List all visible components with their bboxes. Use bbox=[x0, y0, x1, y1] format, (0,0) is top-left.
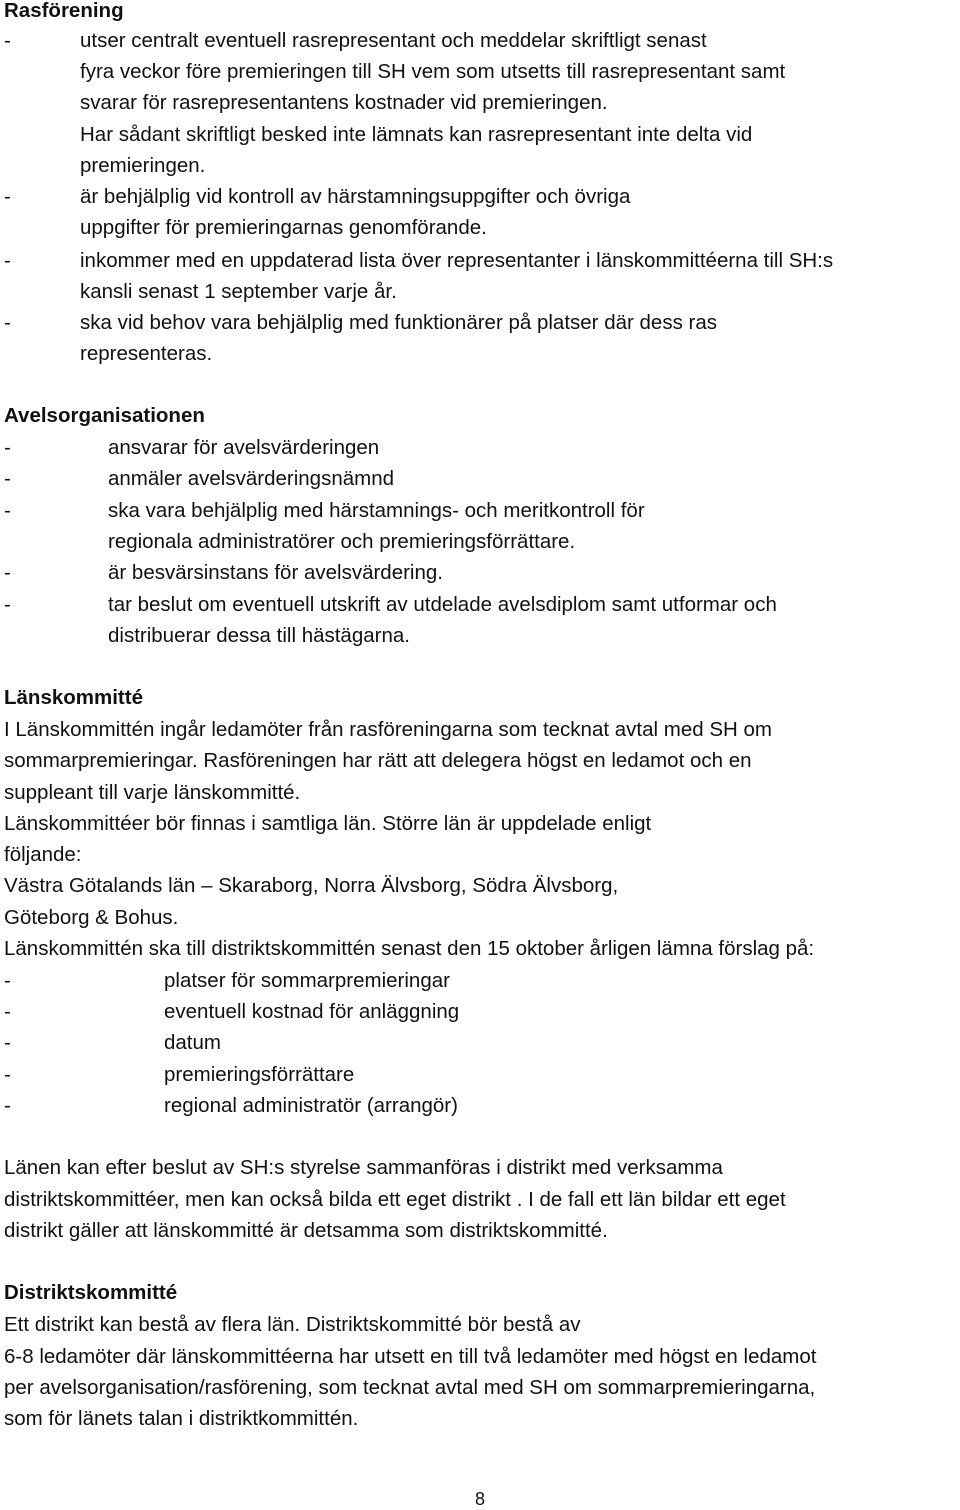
bullet-dash: - bbox=[4, 1000, 11, 1023]
rasforening-item-2-line-1: är behjälplig vid kontroll av härstamningsuppgifter och övriga bbox=[80, 185, 631, 208]
bullet-dash: - bbox=[4, 1063, 11, 1086]
rasforening-item-2-line-2: uppgifter för premieringarnas genomförande. bbox=[80, 216, 487, 239]
lanskommitte-closing-line-3: distrikt gäller att länskommitté är detsamma som distriktskommitté. bbox=[4, 1219, 608, 1242]
heading-lanskommitte: Länskommitté bbox=[4, 686, 143, 709]
lanskommitte-closing-line-1: Länen kan efter beslut av SH:s styrelse sammanföras i distrikt med verksamma bbox=[4, 1156, 723, 1179]
bullet-dash: - bbox=[4, 593, 11, 616]
bullet-dash: - bbox=[4, 561, 11, 584]
avels-item-4: är besvärsinstans för avelsvärdering. bbox=[108, 561, 443, 584]
avels-item-3-line-2: regionala administratörer och premieringsförrättare. bbox=[108, 530, 576, 553]
bullet-dash: - bbox=[4, 311, 11, 334]
bullet-dash: - bbox=[4, 249, 11, 272]
bullet-dash: - bbox=[4, 499, 11, 522]
lanskommitte-item-2: eventuell kostnad för anläggning bbox=[164, 1000, 460, 1023]
bullet-dash: - bbox=[4, 436, 11, 459]
distrikt-para-line-4: som för länets talan i distriktkommittén. bbox=[4, 1407, 359, 1430]
lanskommitte-item-3: datum bbox=[164, 1031, 221, 1054]
bullet-dash: - bbox=[4, 467, 11, 490]
avels-item-5-line-2: distribuerar dessa till hästägarna. bbox=[108, 624, 410, 647]
page-number: 8 bbox=[474, 1489, 485, 1509]
avels-item-2: anmäler avelsvärderingsnämnd bbox=[108, 467, 395, 490]
lanskommitte-para-line-1: I Länskommittén ingår ledamöter från rasföreningarna som tecknat avtal med SH om bbox=[4, 718, 772, 741]
distrikt-para-line-2: 6-8 ledamöter där länskommittéerna har utsett en till två ledamöter med högst en ledamot bbox=[4, 1345, 817, 1368]
rasforening-item-4-line-2: representeras. bbox=[80, 342, 213, 365]
lanskommitte-item-1: platser för sommarpremieringar bbox=[164, 969, 450, 992]
lanskommitte-para-line-7: Göteborg & Bohus. bbox=[4, 906, 179, 929]
lanskommitte-para-line-5: följande: bbox=[4, 843, 82, 866]
rasforening-item-1-line-1: utser centralt eventuell rasrepresentant och meddelar skriftligt senast bbox=[80, 29, 707, 52]
avels-item-1: ansvarar för avelsvärderingen bbox=[108, 436, 380, 459]
rasforening-item-1-line-5: premieringen. bbox=[80, 154, 206, 177]
distrikt-para-line-1: Ett distrikt kan bestå av flera län. Distriktskommitté bör bestå av bbox=[4, 1313, 581, 1336]
lanskommitte-item-4: premieringsförrättare bbox=[164, 1063, 355, 1086]
heading-avelsorganisationen: Avelsorganisationen bbox=[4, 404, 205, 427]
rasforening-item-1-line-3: svarar för rasrepresentantens kostnader vid premieringen. bbox=[80, 91, 608, 114]
distrikt-para-line-3: per avelsorganisation/rasförening, som tecknat avtal med SH om sommarpremieringarna, bbox=[4, 1376, 816, 1399]
avels-item-5-line-1: tar beslut om eventuell utskrift av utdelade avelsdiplom samt utformar och bbox=[108, 593, 777, 616]
rasforening-item-1-line-4: Har sådant skriftligt besked inte lämnats kan rasrepresentant inte delta vid bbox=[80, 123, 753, 146]
bullet-dash: - bbox=[4, 29, 11, 52]
bullet-dash: - bbox=[4, 1094, 11, 1117]
avels-item-3-line-1: ska vara behjälplig med härstamnings- och meritkontroll för bbox=[108, 499, 645, 522]
rasforening-item-3-line-1: inkommer med en uppdaterad lista över representanter i länskommittéerna till SH:s bbox=[80, 249, 834, 272]
bullet-dash: - bbox=[4, 969, 11, 992]
heading-rasforening: Rasförening bbox=[4, 0, 124, 22]
rasforening-item-1-line-2: fyra veckor före premieringen till SH vem som utsetts till rasrepresentant samt bbox=[80, 60, 786, 83]
bullet-dash: - bbox=[4, 1031, 11, 1054]
heading-distriktskommitte: Distriktskommitté bbox=[4, 1281, 178, 1304]
bullet-dash: - bbox=[4, 185, 11, 208]
lanskommitte-para-line-4: Länskommittéer bör finnas i samtliga län. Större län är uppdelade enligt bbox=[4, 812, 652, 835]
lanskommitte-item-5: regional administratör (arrangör) bbox=[164, 1094, 458, 1117]
rasforening-item-3-line-2: kansli senast 1 september varje år. bbox=[80, 280, 397, 303]
lanskommitte-para-line-6: Västra Götalands län – Skaraborg, Norra Älvsborg, Södra Älvsborg, bbox=[4, 874, 619, 897]
lanskommitte-para-line-2: sommarpremieringar. Rasföreningen har rätt att delegera högst en ledamot och en bbox=[4, 749, 752, 772]
lanskommitte-para-line-8: Länskommittén ska till distriktskommittén senast den 15 oktober årligen lämna förslag på: bbox=[4, 937, 815, 960]
lanskommitte-closing-line-2: distriktskommittéer, men kan också bilda ett eget distrikt . I de fall ett län bildar ett eget bbox=[4, 1188, 786, 1211]
lanskommitte-para-line-3: suppleant till varje länskommitté. bbox=[4, 781, 301, 804]
rasforening-item-4-line-1: ska vid behov vara behjälplig med funktionärer på platser där dess ras bbox=[80, 311, 717, 334]
